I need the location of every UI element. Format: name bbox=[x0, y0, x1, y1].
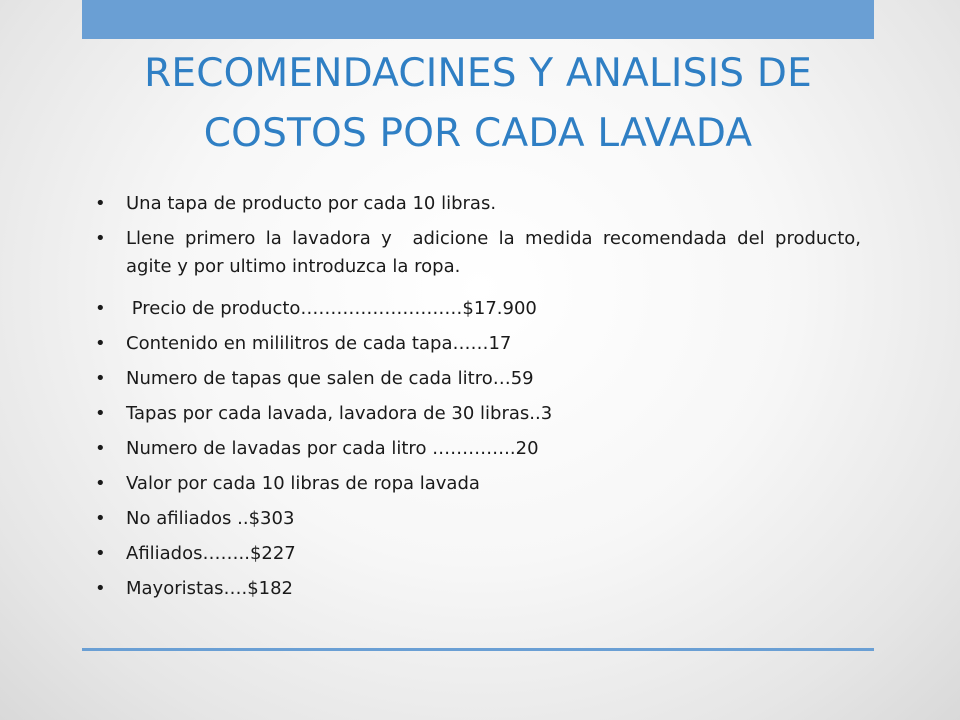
title-line-1: RECOMENDACINES Y ANALISIS DE bbox=[144, 51, 812, 96]
bullet-item bbox=[95, 540, 861, 568]
bullet-text: Mayoristas….$182 bbox=[126, 578, 294, 599]
bullet-text: Valor por cada 10 libras de ropa lavada bbox=[126, 473, 480, 494]
bullet-dot-icon: • bbox=[95, 508, 106, 529]
bullet-text: Precio de producto………………………$17.900 bbox=[126, 298, 537, 319]
bullet-dot-icon: • bbox=[95, 578, 106, 599]
bullet-text: Numero de lavadas por cada litro …………..20 bbox=[126, 438, 539, 459]
bullet-item bbox=[95, 400, 861, 428]
bullet-item bbox=[95, 295, 861, 323]
slide-title bbox=[82, 44, 874, 164]
bullet-item bbox=[95, 575, 861, 603]
bullet-text: Tapas por cada lavada, lavadora de 30 libras..3 bbox=[126, 403, 553, 424]
bullet-text: No afiliados ..$303 bbox=[126, 508, 295, 529]
bullet-dot-icon: • bbox=[95, 298, 106, 319]
bullet-item bbox=[95, 225, 867, 281]
bullet-dot-icon: • bbox=[95, 333, 106, 354]
bullet-item bbox=[95, 365, 861, 393]
bullet-dot-icon: • bbox=[95, 473, 106, 494]
bullet-list bbox=[95, 190, 867, 610]
bullet-item bbox=[95, 505, 861, 533]
bullet-text: Llene primero la lavadora y adicione la medida recomendada del producto, agite y por ultimo introduzca la ropa. bbox=[126, 228, 867, 277]
bullet-dot-icon: • bbox=[95, 193, 106, 214]
bullet-dot-icon: • bbox=[95, 368, 106, 389]
bullet-item bbox=[95, 330, 861, 358]
bullet-text: Contenido en mililitros de cada tapa……17 bbox=[126, 333, 512, 354]
bullet-text: Afiliados……..$227 bbox=[126, 543, 296, 564]
bullet-item bbox=[95, 435, 861, 463]
bullet-dot-icon: • bbox=[95, 438, 106, 459]
bullet-text: Una tapa de producto por cada 10 libras. bbox=[126, 193, 497, 214]
bullet-text: Numero de tapas que salen de cada litro…59 bbox=[126, 368, 534, 389]
bullet-item bbox=[95, 190, 861, 218]
bullet-item bbox=[95, 470, 861, 498]
bullet-dot-icon: • bbox=[95, 403, 106, 424]
bottom-divider bbox=[82, 648, 874, 651]
top-accent-bar bbox=[82, 0, 874, 39]
title-line-2: COSTOS POR CADA LAVADA bbox=[203, 111, 753, 156]
bullet-dot-icon: • bbox=[95, 228, 106, 249]
bullet-dot-icon: • bbox=[95, 543, 106, 564]
